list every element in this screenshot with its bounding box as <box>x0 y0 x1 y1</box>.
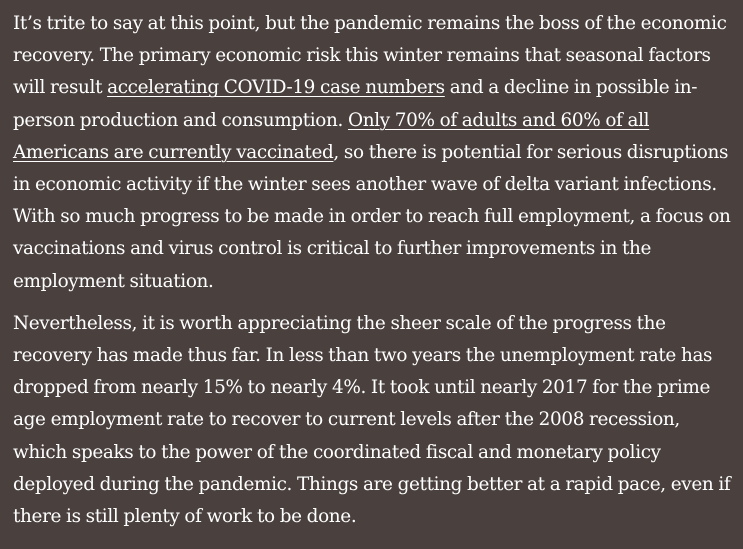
paragraph-text: and a decline in possible in-person production and consumption. <box>13 77 698 131</box>
paragraph-text: , so there is potential for serious disruptions in economic activity if the winter sees another wave of delta variant infections. With so much progress to be made in order to reach full employment, a focus on vaccinations and virus control is critical to further improvements in the employment situation. <box>13 141 731 292</box>
paragraph-text: It’s trite to say at this point, but the pandemic remains the boss of the economic recovery. The primary economic risk this winter remains that seasonal factors will result <box>13 13 727 99</box>
covid-case-numbers-link[interactable]: accelerating COVID-19 case numbers <box>107 77 445 99</box>
vaccination-rate-link[interactable]: Only 70% of adults and 60% of all Americans are currently vaccinated <box>13 109 650 163</box>
paragraph-recovery-progress: Nevertheless, it is worth appreciating the sheer scale of the progress the recovery has made thus far. In less than two years the unemployment rate has dropped from nearly 15% to nearly 4%. It took until nearly 2017 for the prime age employment rate to recover to current levels after the 2008 recession, which speaks to the power of the coordinated fiscal and monetary policy deployed during the pandemic. Things are getting better at a rapid pace, even if there is still plenty of work to be done. <box>13 312 731 528</box>
paragraph-pandemic-risk <box>13 8 735 298</box>
